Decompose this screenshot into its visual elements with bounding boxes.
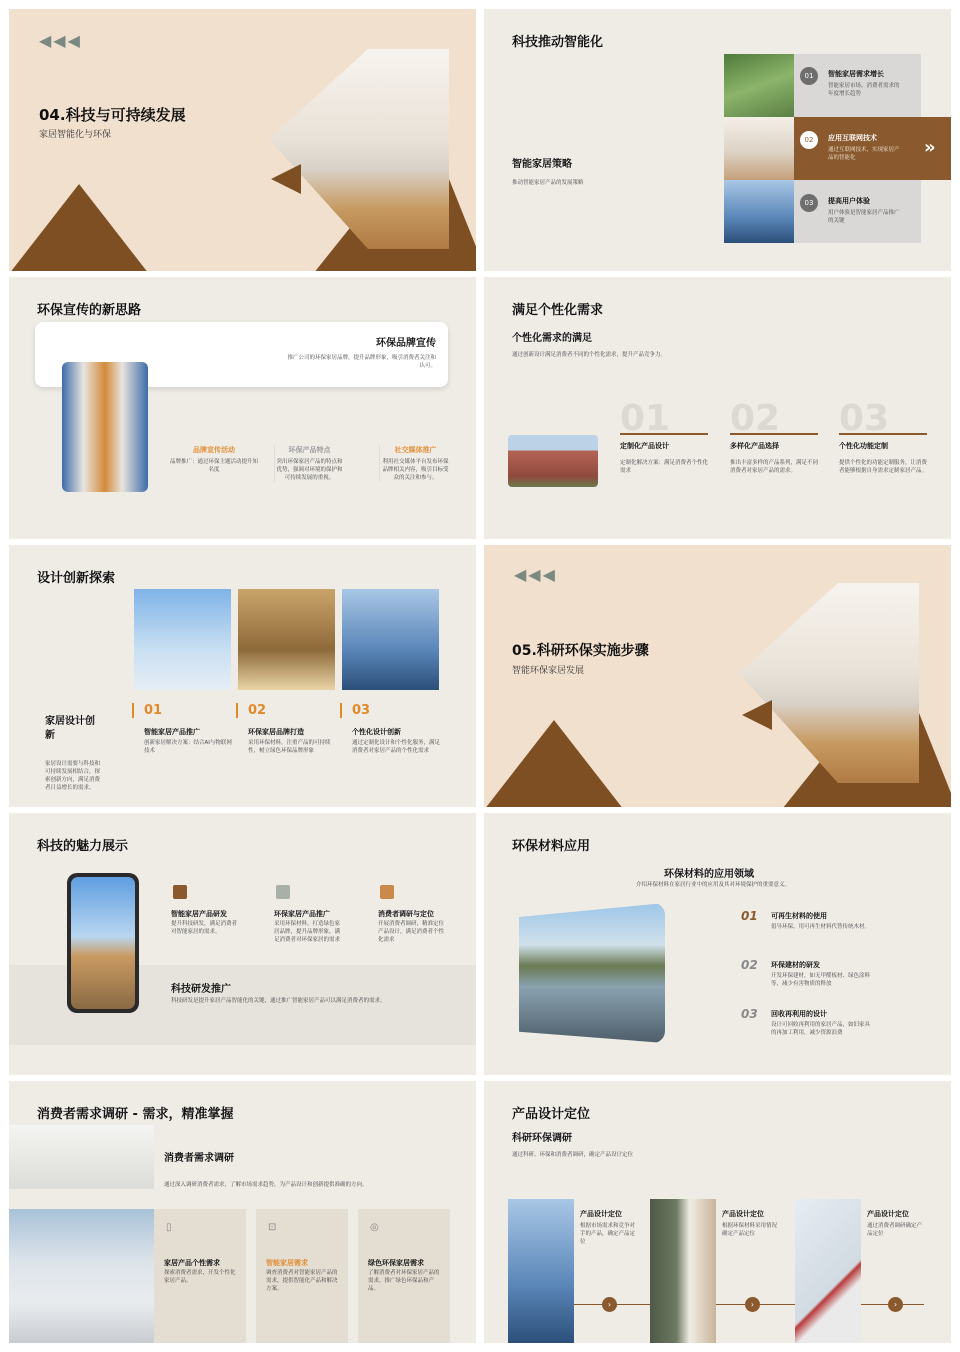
product-icon bbox=[173, 885, 187, 899]
slide-title: 环保宣传的新思路 bbox=[37, 303, 142, 318]
slide-title: 科技推动智能化 bbox=[512, 35, 604, 50]
sub-desc: 通过创新设计满足消费者不同的个性化需求，提升产品竞争力。 bbox=[512, 352, 667, 358]
section-subtitle: 智能环保家居发展 bbox=[512, 666, 585, 676]
slide-title: 科技的魅力展示 bbox=[37, 839, 129, 854]
arrow-circle-icon[interactable]: › bbox=[888, 1297, 903, 1312]
arrow-circle-icon[interactable]: › bbox=[745, 1297, 760, 1312]
section-subtitle: 家居智能化与环保 bbox=[39, 130, 112, 140]
lake-house-photo bbox=[519, 903, 665, 1043]
col-1 bbox=[169, 445, 259, 474]
sub-heading: 消费者需求调研 bbox=[164, 1153, 234, 1164]
col-desc: 提供个性化的功能定制服务，让消费者能够根据自身需求定制家居产品。 bbox=[839, 460, 928, 474]
slide-3 bbox=[9, 277, 476, 539]
col-1 bbox=[132, 703, 229, 718]
section-title: 04.科技与可持续发展 bbox=[39, 106, 186, 124]
number-badge: 03 bbox=[800, 194, 818, 212]
number-badge: 01 bbox=[800, 67, 818, 85]
slide-2 bbox=[484, 9, 951, 271]
slide-title: 环保材料应用 bbox=[512, 839, 591, 854]
item-desc: 开发环保建材，如无甲醛板材、绿色涂料等，减少有害物质的释放 bbox=[771, 973, 871, 987]
col-desc: 开展消费者调研，精准定位产品设计，满足消费者个性化需求 bbox=[378, 921, 445, 943]
big-number: 02 bbox=[730, 398, 781, 439]
col-heading: 定制化产品设计 bbox=[620, 442, 669, 450]
tower-photo bbox=[724, 180, 794, 243]
item-desc: 倡导环保，用可再生材料代替传统木材。 bbox=[771, 924, 871, 930]
item-heading: 应用互联网技术 bbox=[828, 134, 877, 142]
building-photo bbox=[62, 362, 148, 492]
col-desc: 通过消费者调研确定产品定位 bbox=[867, 1223, 923, 1237]
card-title: 环保品牌宣传 bbox=[376, 338, 436, 349]
col-heading: 个性化设计创新 bbox=[352, 728, 401, 736]
strategy-desc: 推动智能家居产品的发展策略 bbox=[512, 180, 584, 186]
section-title: 05.科研环保实施步骤 bbox=[512, 643, 649, 659]
card-desc: 调查消费者对智能家居产品的需求，提供智能化产品和解决方案。 bbox=[266, 1270, 338, 1292]
col-heading: 智能家居产品推广 bbox=[144, 728, 200, 736]
card-desc: 探索消费者需求，开发个性化家居产品。 bbox=[164, 1270, 236, 1284]
interior-photo bbox=[650, 1199, 716, 1343]
aerial-photo bbox=[724, 54, 794, 117]
col-desc: 根据市场需求和竞争对手的产品，确定产品定位 bbox=[580, 1223, 636, 1245]
item-desc: 通过互联网技术，实现家居产品的智能化 bbox=[828, 147, 900, 161]
card-heading: 智能家居需求 bbox=[266, 1259, 308, 1267]
left-desc: 家居设计需要与科技和可持续发展相结合，探索创新方向，满足消费者日益增长的需求。 bbox=[45, 761, 101, 791]
col-desc: 通过定制化设计和个性化服务，满足消费者对家居产品的个性化需求 bbox=[352, 740, 441, 754]
skyscraper-photo bbox=[508, 1199, 574, 1343]
big-number: 01 bbox=[620, 398, 671, 439]
col-number: 02 bbox=[248, 703, 267, 718]
small-triangle-decor bbox=[742, 700, 772, 730]
next-chevron-icon[interactable]: » bbox=[924, 137, 936, 158]
col-heading: 产品设计定位 bbox=[722, 1210, 764, 1218]
col-heading: 社交媒体推广 bbox=[394, 446, 437, 454]
col-heading: 环保家居产品推广 bbox=[274, 910, 330, 918]
col-number: 03 bbox=[352, 703, 371, 718]
ceiling-photo bbox=[9, 1125, 154, 1189]
col-heading: 消费者调研与定位 bbox=[378, 910, 434, 918]
col-desc: 品牌推广：通过环保主题活动提升知名度 bbox=[169, 459, 258, 473]
item-desc: 用户体验是智能家居产品推广的关键 bbox=[828, 210, 900, 224]
col-heading: 个性化功能定制 bbox=[839, 442, 888, 450]
col-heading: 多样化产品选择 bbox=[730, 442, 779, 450]
phone-frame bbox=[67, 873, 139, 1013]
slide-10 bbox=[484, 1081, 951, 1343]
slide-title: 满足个性化需求 bbox=[512, 303, 604, 318]
brown-triangle-decor bbox=[484, 720, 624, 807]
small-triangle-decor bbox=[271, 164, 301, 194]
brown-triangle-decor bbox=[9, 184, 149, 271]
survey-icon bbox=[380, 885, 394, 899]
slide-5 bbox=[9, 545, 476, 807]
col-desc: 突出环保家居产品的特点和优势，强调对环境的保护和可持续发展的重视。 bbox=[276, 459, 343, 481]
bedroom-photo bbox=[9, 1209, 154, 1343]
sub-desc: 通过科研、环保和消费者调研，确定产品设计定位 bbox=[512, 1152, 634, 1158]
card-desc: 推广公司的环保家居品牌，提升品牌形象，吸引消费者关注和认可。 bbox=[287, 355, 436, 369]
col-heading: 环保产品特点 bbox=[288, 446, 331, 454]
phone-screen bbox=[71, 877, 135, 1009]
item-desc: 智能家居市场，消费者需求的年度增长趋势 bbox=[828, 83, 900, 97]
item-heading: 环保建材的研发 bbox=[771, 961, 820, 969]
arrow-decor-icon: ◀◀◀ bbox=[514, 565, 557, 584]
slide-7 bbox=[9, 813, 476, 1075]
item-heading: 智能家居需求增长 bbox=[828, 70, 884, 78]
col-desc: 提升科技研发，满足消费者对智能家居的需求。 bbox=[171, 921, 238, 935]
target-icon: ◎ bbox=[370, 1222, 379, 1233]
col-desc: 采用环保材料，注重产品的可持续性，树立绿色环保品牌形象 bbox=[248, 740, 331, 754]
box-icon: ⊡ bbox=[268, 1222, 277, 1233]
item-number: 02 bbox=[741, 958, 758, 972]
item-heading: 提高用户体验 bbox=[828, 197, 870, 205]
col-desc: 利用社交媒体平台发布环保品牌相关内容，吸引目标受众的关注和参与。 bbox=[382, 459, 449, 481]
col-desc: 创新家居解决方案：结合AI与物联网技术 bbox=[144, 740, 232, 754]
slide-6 bbox=[484, 545, 951, 807]
card-heading: 家居产品个性需求 bbox=[164, 1259, 220, 1267]
building-photo-3 bbox=[342, 589, 439, 690]
col-heading: 智能家居产品研发 bbox=[171, 910, 227, 918]
col-desc: 采用环保材料，打造绿色家居品牌，提升品牌形象，满足消费者对环保家居的需求 bbox=[274, 921, 341, 943]
mansion-photo bbox=[508, 435, 598, 487]
item-heading: 可再生材料的使用 bbox=[771, 912, 827, 920]
col-number: 01 bbox=[144, 703, 163, 718]
sub-heading: 环保材料的应用领域 bbox=[664, 869, 754, 880]
slide-4 bbox=[484, 277, 951, 539]
card-desc: 了解消费者对环保家居产品的需求，推广绿色环保品和产品。 bbox=[368, 1270, 440, 1292]
item-desc: 设计可回收再利用的家居产品，如旧家具的再加工利用，减少资源浪费 bbox=[771, 1022, 871, 1036]
item-heading: 回收再利用的设计 bbox=[771, 1010, 827, 1018]
col-desc: 根据环保材料采用情况确定产品定位 bbox=[722, 1223, 778, 1237]
slide-9 bbox=[9, 1081, 476, 1343]
slide-1 bbox=[9, 9, 476, 271]
col-2 bbox=[730, 399, 818, 475]
slide-title: 产品设计定位 bbox=[512, 1107, 591, 1122]
sub-heading: 个性化需求的满足 bbox=[512, 333, 592, 344]
arrow-circle-icon[interactable]: › bbox=[602, 1297, 617, 1312]
sub-heading: 科研环保调研 bbox=[512, 1133, 572, 1144]
leaf-icon bbox=[276, 885, 290, 899]
sofa-photo bbox=[739, 583, 919, 783]
number-badge: 02 bbox=[800, 131, 818, 149]
big-number: 03 bbox=[839, 398, 890, 439]
col-heading: 产品设计定位 bbox=[867, 1210, 909, 1218]
card-heading: 绿色环保家居需求 bbox=[368, 1259, 424, 1267]
sub-desc: 介绍环保材料在家居行业中的应用及其对环境保护的重要意义。 bbox=[636, 882, 791, 888]
col-desc: 推出丰富多样的产品系列，满足不同消费者对家居产品的需求。 bbox=[730, 460, 819, 474]
slide-title: 消费者需求调研 - 需求，精准掌握 bbox=[37, 1107, 234, 1122]
bottom-heading: 科技研发推广 bbox=[171, 984, 231, 995]
col-2 bbox=[274, 445, 344, 482]
house-model-photo bbox=[795, 1199, 861, 1343]
col-2 bbox=[236, 703, 333, 718]
col-3 bbox=[839, 399, 927, 475]
item-number: 01 bbox=[741, 909, 758, 923]
col-heading: 产品设计定位 bbox=[580, 1210, 622, 1218]
arrow-decor-icon: ◀◀◀ bbox=[39, 31, 82, 50]
col-1 bbox=[620, 399, 708, 475]
left-heading: 家居设计创新 bbox=[45, 716, 95, 741]
item-number: 03 bbox=[741, 1007, 758, 1021]
strategy-heading: 智能家居策略 bbox=[512, 159, 572, 170]
bottom-desc: 科技研发是提升家居产品智能化的关键，通过推广智能家居产品可以满足消费者的需求。 bbox=[171, 998, 386, 1004]
col-heading: 品牌宣传活动 bbox=[193, 446, 235, 454]
slide-title: 设计创新探索 bbox=[37, 571, 116, 586]
room-photo bbox=[724, 117, 794, 180]
col-3 bbox=[379, 445, 451, 482]
col-desc: 定制化解决方案：满足消费者个性化需求 bbox=[620, 460, 709, 474]
building-photo-1 bbox=[134, 589, 231, 690]
building-photo-2 bbox=[238, 589, 335, 690]
document-icon: ▯ bbox=[166, 1222, 172, 1233]
sofa-photo bbox=[269, 49, 449, 249]
sub-desc: 通过深入调研消费者需求，了解市场需求趋势，为产品设计和创新提供准确的方向。 bbox=[164, 1182, 368, 1188]
slide-8 bbox=[484, 813, 951, 1075]
col-heading: 环保家居品牌打造 bbox=[248, 728, 304, 736]
col-3 bbox=[340, 703, 437, 718]
